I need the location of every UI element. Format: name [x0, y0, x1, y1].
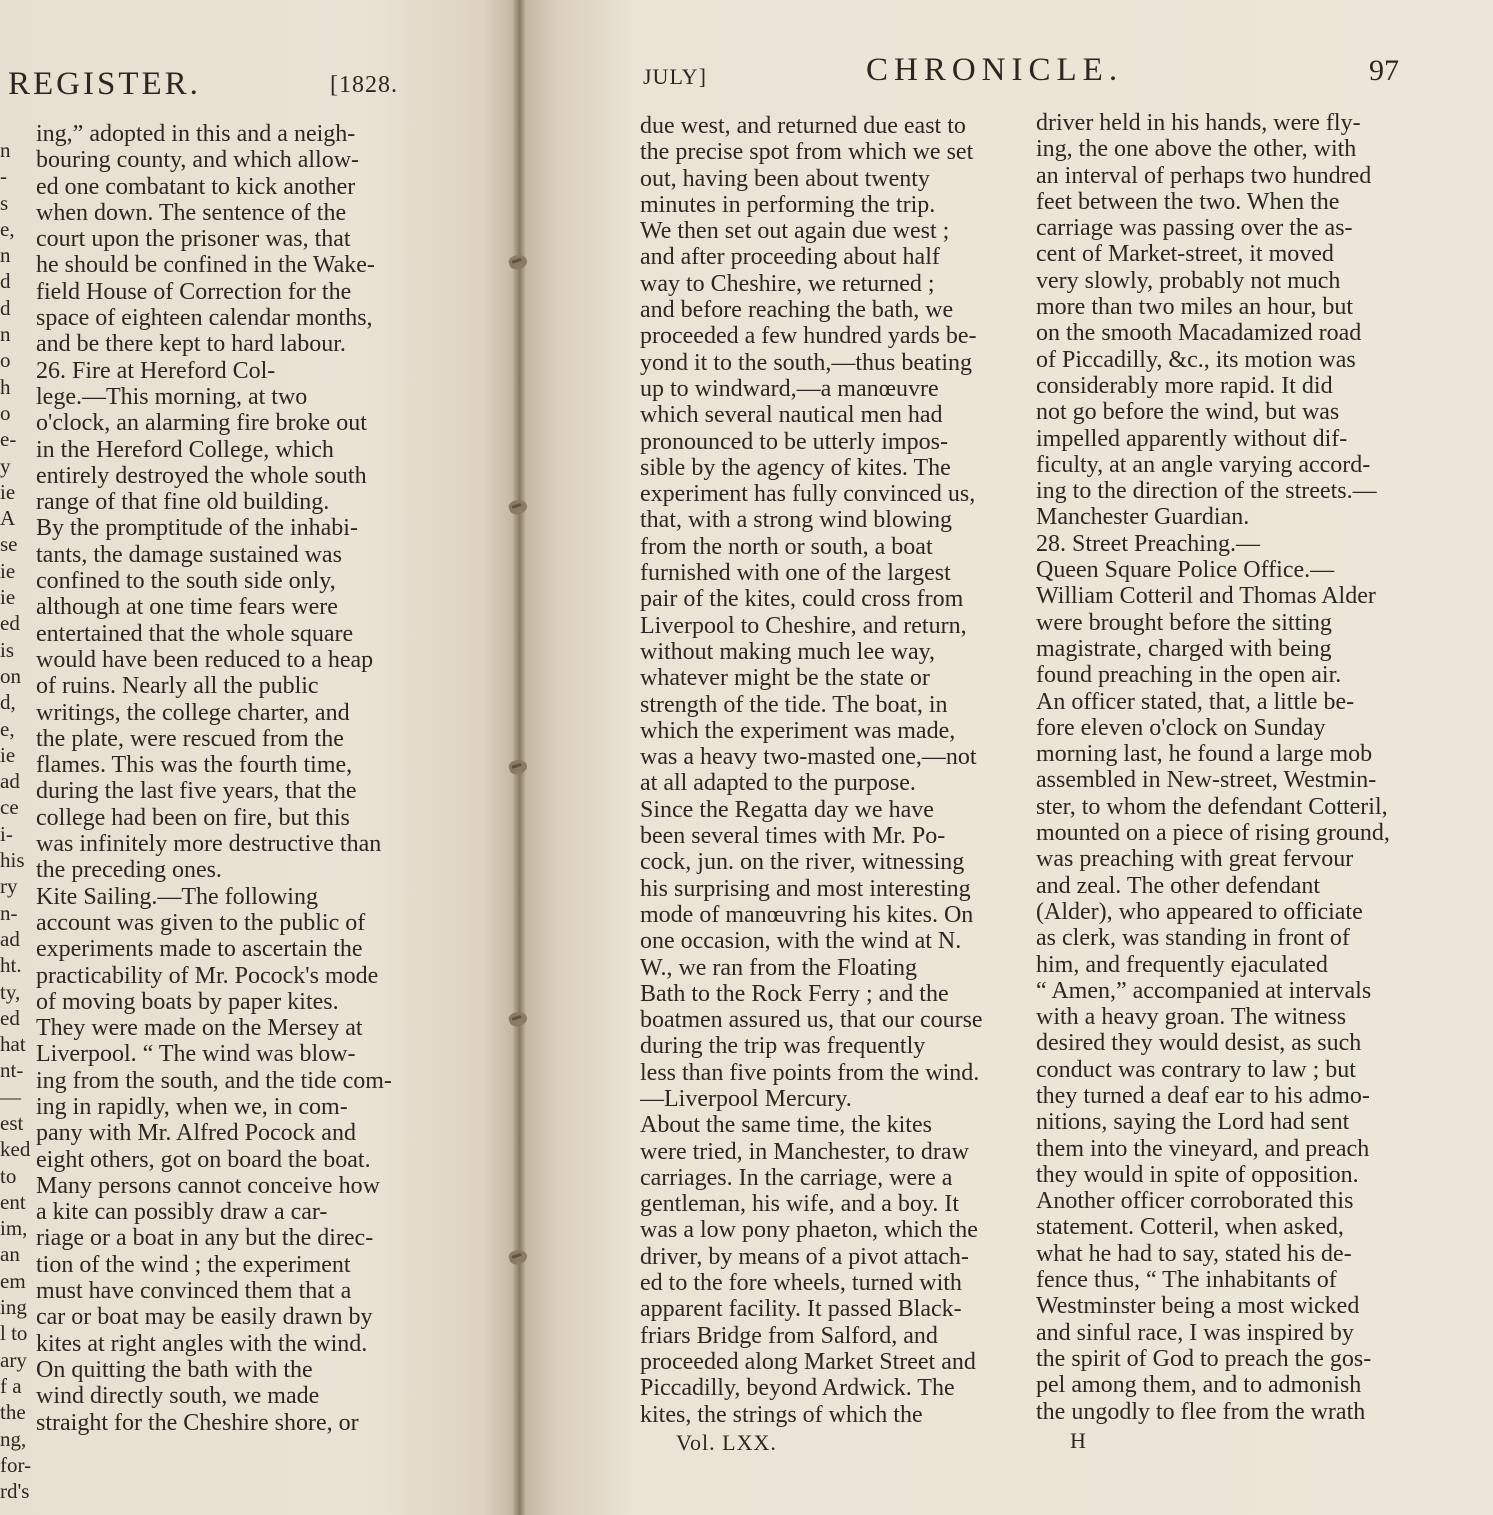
- text-line: writings, the college charter, and: [36, 699, 350, 726]
- text-line: carriage was passing over the as-: [1036, 215, 1353, 242]
- margin-fragment: im,: [0, 1216, 28, 1241]
- text-line: apparent facility. It passed Black-: [640, 1296, 962, 1323]
- right-month-head: JULY]: [643, 64, 707, 89]
- text-line: must have convinced them that a: [36, 1278, 352, 1305]
- text-line: On quitting the bath with the: [36, 1356, 313, 1383]
- text-line: straight for the Cheshire shore, or: [36, 1409, 359, 1436]
- margin-fragment: rd's: [0, 1479, 30, 1504]
- left-running-head: REGISTER.: [8, 66, 201, 102]
- text-line: of Piccadilly, &c., its motion was: [1036, 346, 1356, 373]
- text-line: proceeded along Market Street and: [640, 1348, 976, 1375]
- margin-fragment: on: [0, 663, 21, 688]
- left-page-year: [1828.: [330, 72, 398, 98]
- text-line: ing, the one above the other, with: [1036, 136, 1357, 163]
- margin-fragment: ty,: [0, 979, 21, 1004]
- text-line: About the same time, the kites: [640, 1112, 932, 1139]
- text-line: —Liverpool Mercury.: [640, 1085, 852, 1112]
- margin-fragment: i-: [0, 821, 13, 846]
- text-line: was preaching with great fervour: [1036, 846, 1354, 873]
- text-line: ing from the south, and the tide com-: [36, 1067, 392, 1094]
- text-line: wind directly south, we made: [36, 1383, 320, 1410]
- text-line: pair of the kites, could cross from: [640, 586, 964, 613]
- text-line: range of that fine old building.: [36, 489, 330, 516]
- margin-fragment: ad: [0, 769, 20, 794]
- text-line: on the smooth Macadamized road: [1036, 320, 1362, 347]
- text-line: 26. Fire at Hereford Col-: [36, 357, 276, 384]
- margin-fragment: y: [0, 453, 11, 478]
- margin-fragment: n: [0, 243, 11, 268]
- text-line: was a heavy two-masted one,—not: [640, 744, 977, 771]
- text-line: Since the Regatta day we have: [640, 796, 934, 823]
- text-line: and after proceeding about half: [640, 244, 940, 271]
- margin-fragment: se: [0, 532, 18, 557]
- margin-fragment: ed: [0, 1005, 20, 1030]
- text-line: as clerk, was standing in front of: [1036, 925, 1350, 952]
- text-line: although at one time fears were: [36, 594, 338, 621]
- text-line: one occasion, with the wind at N.: [640, 928, 962, 955]
- text-line: at all adapted to the purpose.: [640, 770, 916, 797]
- book-gutter: [512, 0, 526, 1515]
- text-line: confined to the south side only,: [36, 568, 336, 595]
- text-line: bouring county, and which allow-: [36, 147, 360, 174]
- text-line: was infinitely more destructive than: [36, 831, 382, 858]
- text-line: of ruins. Nearly all the public: [36, 673, 319, 700]
- margin-fragment: s: [0, 190, 9, 215]
- text-line: they turned a deaf ear to his admo-: [1036, 1082, 1370, 1109]
- text-line: and be there kept to hard labour.: [36, 331, 346, 358]
- volume-signature: Vol. LXX.: [676, 1430, 777, 1455]
- margin-fragment: his: [0, 848, 25, 873]
- text-line: them into the vineyard, and preach: [1036, 1135, 1370, 1162]
- margin-fragment: e-: [0, 427, 17, 452]
- text-line: found preaching in the open air.: [1036, 662, 1342, 689]
- text-line: with a heavy groan. The witness: [1036, 1004, 1347, 1031]
- text-line: the ungodly to flee from the wrath: [1036, 1398, 1366, 1425]
- text-line: ed to the fore wheels, turned with: [640, 1270, 962, 1297]
- text-line: morning last, he found a large mob: [1036, 741, 1373, 768]
- text-line: fence thus, “ The inhabitants of: [1036, 1267, 1337, 1294]
- text-line: desired they would desist, as such: [1036, 1030, 1362, 1057]
- margin-fragment: n: [0, 138, 11, 162]
- text-line: minutes in performing the trip.: [640, 191, 936, 218]
- margin-fragment: —: [0, 1084, 21, 1109]
- text-line: impelled apparently without dif-: [1036, 425, 1348, 452]
- text-line: whatever might be the state or: [640, 665, 930, 692]
- margin-fragment: ng,: [0, 1426, 27, 1451]
- text-line: entertained that the whole square: [36, 620, 354, 647]
- text-line: gentleman, his wife, and a boy. It: [640, 1191, 960, 1218]
- text-line: friars Bridge from Salford, and: [640, 1322, 938, 1349]
- margin-fragment: o: [0, 348, 11, 373]
- margin-fragment: nt-: [0, 1058, 24, 1083]
- text-line: court upon the prisoner was, that: [36, 226, 351, 253]
- text-line: less than five points from the wind.: [640, 1059, 980, 1086]
- text-line: driver, by means of a pivot attach-: [640, 1243, 969, 1270]
- margin-fragment: em: [0, 1268, 26, 1293]
- text-line: conduct was contrary to law ; but: [1036, 1056, 1356, 1083]
- text-line: Manchester Guardian.: [1036, 504, 1250, 531]
- text-line: not go before the wind, but was: [1036, 399, 1340, 426]
- text-line: ster, to whom the defendant Cotteril,: [1036, 793, 1388, 820]
- margin-fragment: n: [0, 322, 11, 347]
- text-line: the spirit of God to preach the gos-: [1036, 1345, 1372, 1372]
- right-text-column-2: [1036, 110, 1408, 1425]
- text-line: were tried, in Manchester, to draw: [640, 1138, 969, 1165]
- text-line: pany with Mr. Alfred Pocock and: [36, 1120, 356, 1147]
- text-line: him, and frequently ejaculated: [1036, 951, 1328, 978]
- text-line: practicability of Mr. Pocock's mode: [36, 962, 379, 989]
- text-line: ing to the direction of the streets.—: [1036, 478, 1377, 505]
- text-line: and sinful race, I was inspired by: [1036, 1319, 1354, 1346]
- text-line: kites at right angles with the wind.: [36, 1330, 368, 1357]
- text-line: furnished with one of the largest: [640, 560, 951, 587]
- text-line: Liverpool to Cheshire, and return,: [640, 612, 967, 639]
- text-line: ing in rapidly, when we, in com-: [36, 1093, 348, 1120]
- text-line: pronounced to be utterly impos-: [640, 428, 948, 455]
- text-line: experiments made to ascertain the: [36, 936, 363, 963]
- text-line: Westminster being a most wicked: [1036, 1293, 1360, 1320]
- text-line: in the Hereford College, which: [36, 436, 334, 463]
- text-line: flames. This was the fourth time,: [36, 752, 353, 779]
- text-line: and before reaching the bath, we: [640, 297, 954, 324]
- text-line: nitions, saying the Lord had sent: [1036, 1109, 1350, 1136]
- margin-fragment: for-: [0, 1452, 32, 1477]
- text-line: due west, and returned due east to: [640, 113, 966, 139]
- text-line: more than two miles an hour, but: [1036, 294, 1353, 321]
- text-line: during the last five years, that the: [36, 778, 357, 805]
- text-line: would have been reduced to a heap: [36, 646, 374, 673]
- margin-fragment: ce: [0, 795, 19, 820]
- text-line: cock, jun. on the river, witnessing: [640, 849, 965, 876]
- page-number: 97: [1369, 54, 1399, 87]
- text-line: they would in spite of opposition.: [1036, 1161, 1359, 1188]
- text-line: Piccadilly, beyond Ardwick. The: [640, 1375, 955, 1402]
- text-line: very slowly, probably not much: [1036, 267, 1341, 294]
- text-line: o'clock, an alarming fire broke out: [36, 410, 367, 437]
- margin-fragment: d,: [0, 690, 16, 715]
- text-line: statement. Cotteril, when asked,: [1036, 1214, 1344, 1241]
- text-line: kites, the strings of which the: [640, 1401, 923, 1428]
- text-line: his surprising and most interesting: [640, 875, 971, 902]
- text-line: riage or a boat in any but the direc-: [36, 1225, 374, 1252]
- margin-fragment: ary: [0, 1347, 27, 1372]
- left-text-column: [36, 121, 414, 1436]
- margin-fragment: e,: [0, 216, 15, 241]
- text-line: Another officer corroborated this: [1036, 1188, 1354, 1215]
- text-line: space of eighteen calendar months,: [36, 305, 373, 332]
- text-line: without making much lee way,: [640, 638, 936, 665]
- text-line: assembled in New-street, Westmin-: [1036, 767, 1377, 794]
- margin-fragment: ent: [0, 1189, 26, 1214]
- margin-fragment: ht.: [0, 953, 22, 978]
- text-line: strength of the tide. The boat, in: [640, 691, 948, 718]
- margin-fragment: f a: [0, 1373, 22, 1398]
- text-line: when down. The sentence of the: [36, 199, 347, 226]
- margin-fragment: o: [0, 400, 11, 425]
- text-line: mode of manœuvring his kites. On: [640, 901, 974, 928]
- margin-fragment: ie: [0, 742, 16, 767]
- text-line: during the trip was frequently: [640, 1033, 926, 1060]
- text-line: entirely destroyed the whole south: [36, 462, 367, 489]
- left-page: [0, 0, 518, 1515]
- gathering-signature: H: [1070, 1428, 1087, 1453]
- text-line: cent of Market-street, it moved: [1036, 241, 1334, 268]
- text-line: ed one combatant to kick another: [36, 173, 356, 200]
- left-margin-fragments: [0, 137, 34, 1504]
- text-line: magistrate, charged with being: [1036, 635, 1332, 662]
- text-line: An officer stated, that, a little be-: [1036, 688, 1355, 715]
- margin-fragment: is: [0, 637, 15, 662]
- text-line: the plate, were rescued from the: [36, 725, 344, 752]
- right-page: [518, 0, 1493, 1515]
- text-line: out, having been about twenty: [640, 165, 930, 192]
- text-line: up to windward,—a manœuvre: [640, 375, 939, 402]
- text-line: Kite Sailing.—The following: [36, 883, 318, 910]
- margin-fragment: A: [0, 506, 16, 531]
- right-text-column-1: [640, 113, 1012, 1428]
- margin-fragment: the: [0, 1400, 26, 1425]
- margin-fragment: est: [0, 1110, 24, 1135]
- text-line: lege.—This morning, at two: [36, 383, 308, 410]
- text-line: experiment has fully convinced us,: [640, 481, 976, 508]
- text-line: he should be confined in the Wake-: [36, 252, 375, 279]
- text-line: yond it to the south,—thus beating: [640, 349, 972, 376]
- text-line: (Alder), who appeared to officiate: [1036, 898, 1363, 925]
- text-line: which several nautical men had: [640, 402, 943, 429]
- text-line: college had been on fire, but this: [36, 804, 350, 831]
- margin-fragment: l to: [0, 1321, 28, 1346]
- text-line: was a low pony phaeton, which the: [640, 1217, 978, 1244]
- text-line: ficulty, at an angle varying accord-: [1036, 451, 1371, 478]
- text-line: We then set out again due west ;: [640, 218, 950, 245]
- margin-fragment: d: [0, 295, 11, 320]
- margin-fragment: ie: [0, 585, 16, 610]
- text-line: field House of Correction for the: [36, 278, 352, 305]
- text-line: tion of the wind ; the experiment: [36, 1251, 351, 1278]
- text-line: car or boat may be easily drawn by: [36, 1304, 373, 1331]
- text-line: driver held in his hands, were fly-: [1036, 110, 1361, 136]
- text-line: Bath to the Rock Ferry ; and the: [640, 980, 949, 1007]
- text-line: which the experiment was made,: [640, 717, 956, 744]
- text-line: a kite can possibly draw a car-: [36, 1199, 328, 1226]
- text-line: been several times with Mr. Po-: [640, 823, 946, 850]
- margin-fragment: hat: [0, 1032, 26, 1057]
- text-line: Liverpool. “ The wind was blow-: [36, 1041, 356, 1068]
- text-line: 28. Street Preaching.—: [1036, 530, 1260, 557]
- margin-fragment: ie: [0, 479, 16, 504]
- margin-fragment: ked: [0, 1137, 31, 1162]
- text-line: the preceding ones.: [36, 857, 222, 884]
- margin-fragment: n-: [0, 900, 18, 925]
- text-line: mounted on a piece of rising ground,: [1036, 820, 1390, 847]
- text-line: William Cotteril and Thomas Alder: [1036, 583, 1376, 610]
- text-line: feet between the two. When the: [1036, 188, 1340, 215]
- text-line: account was given to the public of: [36, 909, 366, 936]
- text-line: carriages. In the carriage, were a: [640, 1164, 953, 1191]
- text-line: sible by the agency of kites. The: [640, 454, 951, 481]
- text-line: of moving boats by paper kites.: [36, 988, 339, 1015]
- text-line: tants, the damage sustained was: [36, 541, 342, 568]
- text-line: eight others, got on board the boat.: [36, 1146, 371, 1173]
- text-line: pel among them, and to admonish: [1036, 1372, 1362, 1399]
- margin-fragment: -: [0, 164, 7, 189]
- text-line: and zeal. The other defendant: [1036, 872, 1321, 899]
- margin-fragment: e,: [0, 716, 15, 741]
- margin-fragment: ry: [0, 874, 18, 899]
- text-line: fore eleven o'clock on Sunday: [1036, 714, 1326, 741]
- text-line: They were made on the Mersey at: [36, 1015, 363, 1042]
- margin-fragment: d: [0, 269, 11, 294]
- text-line: By the promptitude of the inhabi-: [36, 515, 358, 542]
- text-line: boatmen assured us, that our course: [640, 1007, 983, 1034]
- right-running-head: CHRONICLE.: [866, 52, 1124, 88]
- text-line: were brought before the sitting: [1036, 609, 1332, 636]
- text-line: “ Amen,” accompanied at intervals: [1036, 977, 1372, 1004]
- text-line: considerably more rapid. It did: [1036, 372, 1333, 399]
- text-line: what he had to say, stated his de-: [1036, 1240, 1352, 1267]
- text-line: proceeded a few hundred yards be-: [640, 323, 977, 350]
- text-line: Queen Square Police Office.—: [1036, 557, 1335, 584]
- margin-fragment: an: [0, 1242, 20, 1267]
- margin-fragment: to: [0, 1163, 17, 1188]
- margin-fragment: ie: [0, 558, 16, 583]
- text-line: way to Cheshire, we returned ;: [640, 270, 935, 297]
- text-line: from the north or south, a boat: [640, 533, 933, 560]
- margin-fragment: h: [0, 374, 11, 399]
- text-line: W., we ran from the Floating: [640, 954, 918, 981]
- text-line: an interval of perhaps two hundred: [1036, 162, 1372, 189]
- margin-fragment: ing: [0, 1295, 27, 1320]
- margin-fragment: ad: [0, 926, 20, 951]
- text-line: that, with a strong wind blowing: [640, 507, 952, 534]
- text-line: Many persons cannot conceive how: [36, 1172, 380, 1199]
- text-line: ing,” adopted in this and a neigh-: [36, 121, 356, 147]
- margin-fragment: ed: [0, 611, 20, 636]
- text-line: the precise spot from which we set: [640, 139, 974, 166]
